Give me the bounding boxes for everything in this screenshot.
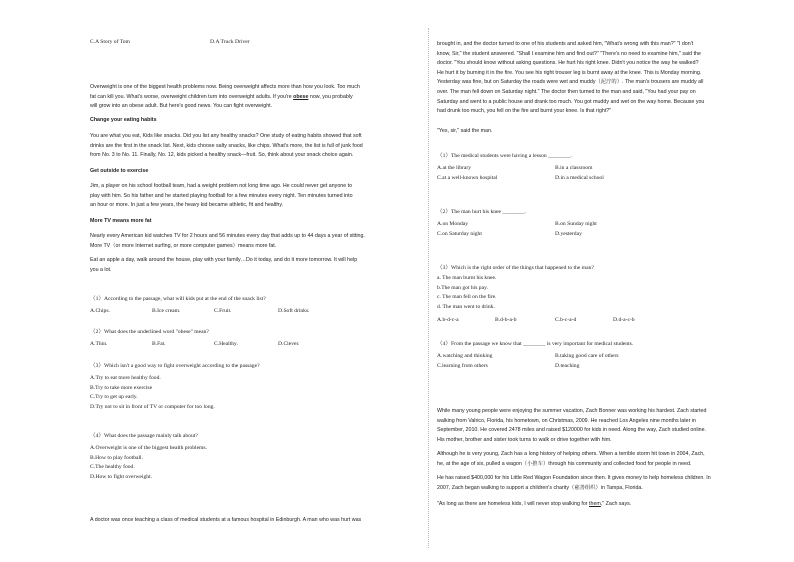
pb-q2-option-c[interactable]: C.on Saturday night bbox=[437, 231, 482, 237]
pb-q2-option-b[interactable]: B.on Sunday night bbox=[555, 221, 597, 227]
pb-q2-option-a[interactable]: A.on Monday bbox=[437, 221, 469, 227]
passage-b-question-2-stem: （2）The man hurt his knee ________. bbox=[437, 209, 527, 215]
passage-c-quote: "As long as there are homeless kids, I will never stop walking for them," Zach says. bbox=[437, 501, 632, 507]
paragraph-exercise: Jim, a player on his school football team, had a weight problem not long time ago. He could never get anyone to play with him. So his father and he started playing football for a few minutes every night. Ten minutes turned into an hour or more. In just a few years, the heavy kid became athletic, fit and healthy. bbox=[90, 183, 353, 209]
passage-b-start: A doctor was once teaching a class of medical students at a famous hospital in Edinburgh. A man who was hurt was bbox=[90, 517, 362, 523]
q1-option-c[interactable]: C.Fruit. bbox=[214, 308, 232, 314]
question-4-stem: （4）What does the passage mainly talk about? bbox=[90, 433, 198, 439]
option-d-prev: D.A Truck Driver bbox=[210, 39, 250, 45]
pb-q1-option-d[interactable]: D.in a medical school bbox=[555, 175, 604, 181]
q3-option-c[interactable]: C.Try to get up early. bbox=[90, 394, 138, 401]
q4-option-c[interactable]: C.The healthy food. bbox=[90, 464, 135, 471]
paragraph-tv: Nearly every American kid watches TV for 2 hours and 56 minutes every day that adds up to 44 days a year of sitting. More TV（or more Internet surfing, or more computer games）means more fat. bbox=[90, 233, 365, 249]
pb-q3-events: a. The man burnt his knee. b.The man got his pay. c. The man fell on the fire. d. The man went to drink. bbox=[437, 275, 497, 310]
question-2-stem: （2）What does the underlined word "obese" mean? bbox=[90, 329, 209, 335]
underlined-word-them: them bbox=[589, 501, 601, 507]
heading-exercise: Get outside to exercise bbox=[90, 168, 149, 174]
q3-options bbox=[90, 374, 215, 412]
pb-q1-option-b[interactable]: B.in a classroom bbox=[555, 165, 593, 171]
passage-b-text: brought in, and the doctor turned to one of his students and asked him, "What's wrong with this man?" "I don't know, Sir," the student answered. "Shall I examine him and find out?" "There's no need to examine him," said the doctor. "You should know without asking questions. He hurt his right knee. Didn't you notice the way he walked? He hurt it by burning it in the fire. You see his right trouser leg is burnt away at the knee. This is Monday morning. Yesterday was fine, but on Saturday the roads were wet and muddy（泥泞的）. The man's trousers are muddy all over. The man fell down on Saturday night." The doctor then turned to the man and said, "You had your pay on Saturday and went to a public house and drank too much. You got muddy and wet on the way home. Because you had drunk too much, you fell on the fire and burnt your knee. Is that right?" bbox=[437, 41, 705, 115]
passage-b-question-4-stem: （4）From the passage we know that ________ is very important for medical students. bbox=[437, 341, 634, 347]
q2-option-c[interactable]: C.Healthy. bbox=[214, 341, 238, 347]
pb-q2-option-d[interactable]: D.yesterday bbox=[555, 231, 582, 237]
passage-c-paragraph-3: He has raised $400,000 for his Little Red Wagon Foundation since then. It gives money to help homeless children. In 2007, Zach began walking to support a children's charity（慈善组织）in Tampa, Florida. bbox=[437, 475, 711, 491]
q3-option-d[interactable]: D.Try not to sit in front of TV or computer for too long. bbox=[90, 403, 215, 410]
q4-options bbox=[90, 444, 207, 482]
question-1-stem: （1）According to the passage, what will kids put at the end of the snack list? bbox=[90, 296, 266, 302]
passage-c-paragraph-1: While many young people were enjoying the summer vacation, Zach Bonner was working his hardest. Zach started walking from Valrico, Florida, his hometown, on Christmas, 2009. He reached Los Angeles nine months later in September, 2010. He covered 2478 miles and raised $120000 for kids in need. Along the way, Zach studied online. His mother, brother and sister took turns to walk or drive together with him. bbox=[437, 408, 707, 443]
underlined-word-obese: obese bbox=[293, 93, 309, 100]
pb-q4-option-b[interactable]: B.taking good care of others bbox=[555, 353, 619, 359]
pb-q4-option-a[interactable]: A.watching and thinking bbox=[437, 353, 493, 359]
q2-option-a[interactable]: A.Thin. bbox=[90, 341, 108, 347]
pb-q1-option-c[interactable]: C.at a well-known hospital bbox=[437, 175, 498, 181]
q4-option-d[interactable]: D.How to fight overweight. bbox=[90, 473, 152, 480]
q4-option-a[interactable]: A.Overweight is one of the biggest health problems. bbox=[90, 445, 207, 451]
q3-option-a[interactable]: A.Try to eat more healthy food. bbox=[90, 375, 161, 381]
passage-b-reply: "Yes, sir," said the man. bbox=[437, 128, 493, 134]
paragraph-advice: Eat an apple a day, walk around the house, play with your family…Do it today, and do it more tomorrow. It will help you a lot. bbox=[90, 257, 358, 273]
passage-b-question-1-stem: （1）The medical students were having a lesson ________. bbox=[437, 153, 572, 159]
question-3-stem: （3）Which isn't a good way to fight overweight according to the passage? bbox=[90, 363, 260, 369]
q2-option-d[interactable]: D.Clever. bbox=[278, 341, 300, 347]
pb-q3-option-c[interactable]: C.b-c-a-d bbox=[555, 317, 577, 323]
option-c-prev: C.A Story of Tom bbox=[90, 39, 130, 45]
pb-q3-option-b[interactable]: B.d-b-a-b bbox=[495, 317, 517, 323]
q1-option-b[interactable]: B.Ice cream. bbox=[152, 308, 181, 314]
pb-q3-option-d[interactable]: D.d-a-c-b bbox=[613, 317, 635, 323]
q4-option-b[interactable]: B.How to play football. bbox=[90, 454, 143, 461]
passage-c-paragraph-2: Although he is very young, Zach has a long history of helping others. When a terrible storm hit town in 2004, Zach, he, at the age of six, pulled a wagon（小推车）through his community and collected food for people in need. bbox=[437, 451, 705, 467]
q3-option-b[interactable]: B.Try to take more exercise bbox=[90, 384, 153, 391]
heading-eating-habits: Change your eating habits bbox=[90, 117, 157, 123]
q1-option-d[interactable]: D.Soft drinks. bbox=[278, 308, 310, 314]
pb-q4-option-d[interactable]: D.teaching bbox=[555, 363, 580, 369]
pb-q4-option-c[interactable]: C.learning from others bbox=[437, 363, 488, 369]
paragraph-eating-habits: You are what you eat, Kids like snacks. Did you list any healthy snacks? One study of eating habits showed that soft drinks are the first in the snack list. Next, kids choose salty snacks, like chips. What's more, the list is full of junk food from No. 3 to No. 11. Finally, No. 12, kids picked a healthy snack—fruit. So, think about your snack choice again. bbox=[90, 133, 363, 159]
q2-option-b[interactable]: B.Fat. bbox=[152, 341, 166, 347]
pb-q1-option-a[interactable]: A.at the library bbox=[437, 165, 472, 171]
column-divider bbox=[428, 28, 430, 548]
heading-tv: More TV means more fat bbox=[90, 218, 152, 224]
q1-option-a[interactable]: A.Chips. bbox=[90, 308, 110, 314]
passage-b-question-3-stem: （3）Which is the right order of the things that happened to the man? bbox=[437, 265, 594, 271]
passage-a-intro: Overweight is one of the biggest health problems now. Being overweight affects more than how you look. Too much fat can kill you. What's worse, overweight children turn into overweight adults. If you're obese now, you probably will grow into an obese adult. But here's good news. You can fight overweight. bbox=[90, 84, 360, 110]
pb-q3-option-a[interactable]: A.b-d-c-a bbox=[437, 317, 459, 323]
